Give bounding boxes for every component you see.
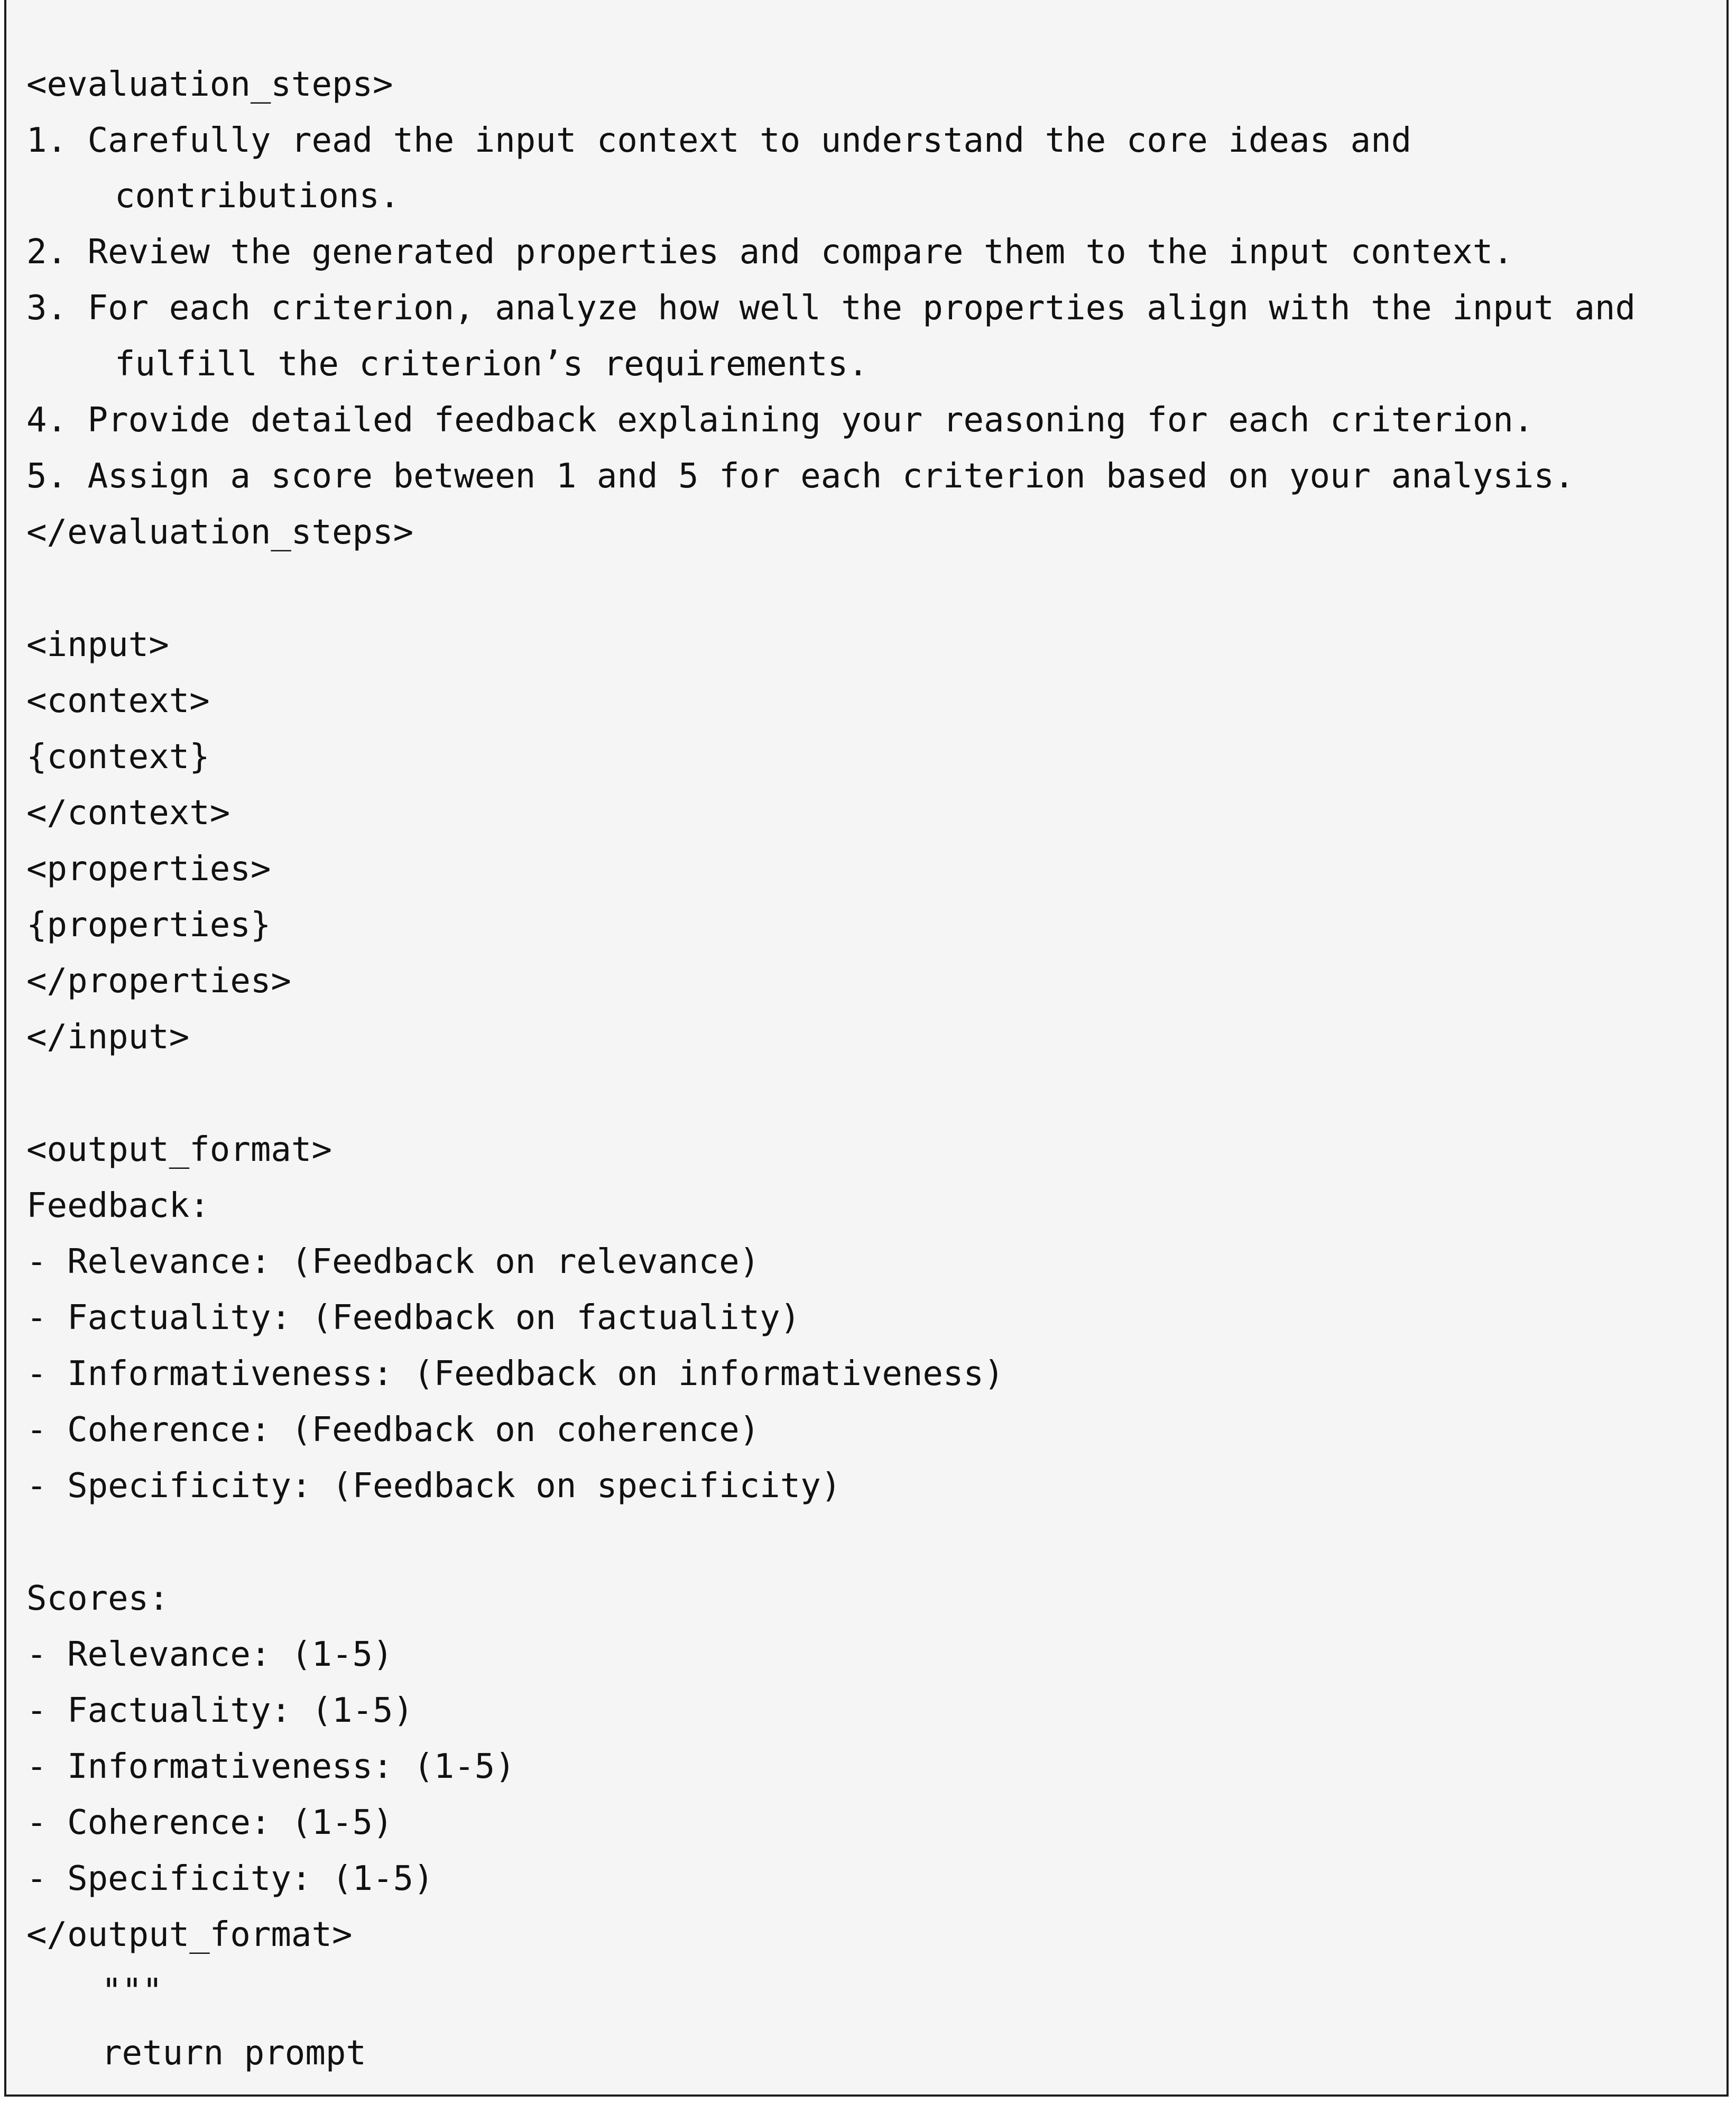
- code-line: <properties>: [26, 850, 271, 889]
- code-line: <input>: [26, 625, 169, 665]
- code-line-return: return prompt: [101, 2034, 366, 2073]
- code-line: - Informativeness: (Feedback on informativeness): [26, 1354, 1004, 1394]
- code-line: 1. Carefully read the input context to understand the core ideas and: [26, 121, 1412, 160]
- code-line: - Relevance: (1-5): [26, 1635, 393, 1674]
- code-line: - Factuality: (Feedback on factuality): [26, 1298, 801, 1337]
- code-line: 4. Provide detailed feedback explaining your reasoning for each criterion.: [26, 401, 1534, 440]
- code-line: {context}: [26, 737, 210, 777]
- code-listing-box: [4, 0, 1729, 2097]
- code-line: </context>: [26, 793, 230, 833]
- code-line: - Coherence: (1-5): [26, 1803, 393, 1842]
- code-line: - Coherence: (Feedback on coherence): [26, 1410, 760, 1450]
- code-line: </output_format>: [26, 1915, 353, 1954]
- code-line: <context>: [26, 681, 210, 721]
- code-line-docstring-close: """: [101, 1972, 163, 2011]
- code-line: </properties>: [26, 962, 291, 1001]
- code-line: - Relevance: (Feedback on relevance): [26, 1242, 760, 1281]
- code-line: 2. Review the generated properties and compare them to the input context.: [26, 233, 1513, 272]
- code-line: <evaluation_steps>: [26, 65, 393, 104]
- code-line: - Specificity: (Feedback on specificity): [26, 1466, 842, 1506]
- code-line: 5. Assign a score between 1 and 5 for each criterion based on your analysis.: [26, 457, 1575, 496]
- code-line: - Specificity: (1-5): [26, 1859, 434, 1898]
- code-line: {properties}: [26, 906, 271, 945]
- code-line: - Informativeness: (1-5): [26, 1747, 515, 1786]
- code-line-continuation: contributions.: [115, 177, 400, 216]
- code-line: 3. For each criterion, analyze how well the properties align with the input and: [26, 289, 1636, 328]
- code-line: - Factuality: (1-5): [26, 1691, 414, 1730]
- code-line: Scores:: [26, 1579, 169, 1618]
- code-line: </input>: [26, 1018, 190, 1057]
- code-line: </evaluation_steps>: [26, 513, 414, 552]
- code-line-continuation: fulfill the criterion’s requirements.: [115, 345, 869, 384]
- code-line: <output_format>: [26, 1130, 332, 1169]
- code-line: Feedback:: [26, 1186, 210, 1225]
